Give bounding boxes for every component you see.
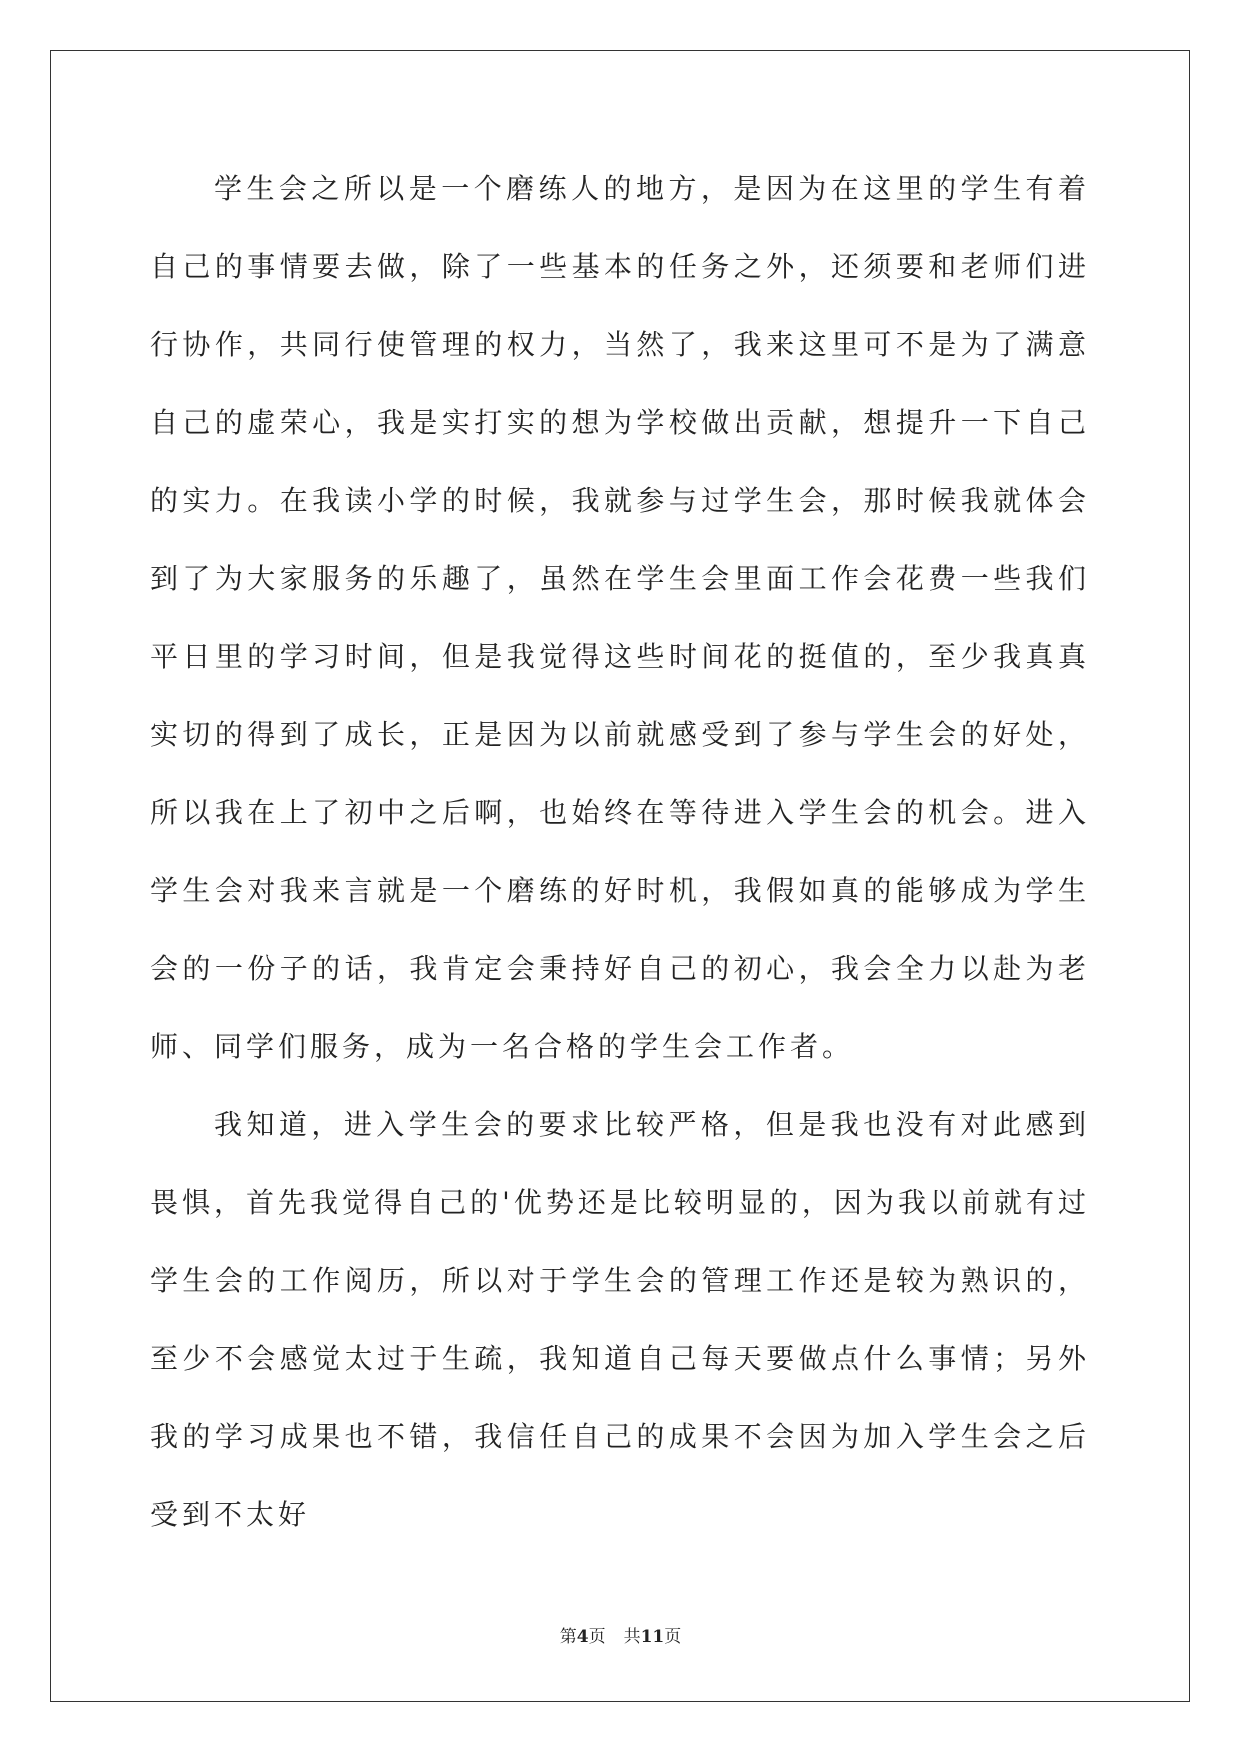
page-suffix: 页 — [588, 1627, 606, 1647]
paragraph-2: 我知道，进入学生会的要求比较严格，但是我也没有对此感到畏惧，首先我觉得自己的'优势还是比较明显的，因为我以前就有过学生会的工作阅历，所以对于学生会的管理工作还是较为熟识的，至少不会感觉太过于生疏，我知道自己每天要做点什么事情；另外我的学习成果也不错，我信任自己的成果不会因为加入学生会之后受到不太好 — [150, 1108, 1090, 1531]
total-prefix: 共 — [623, 1627, 641, 1647]
document-body — [150, 150, 1090, 1554]
page-number: 4 — [576, 1627, 589, 1647]
total-suffix: 页 — [664, 1627, 682, 1647]
page-prefix: 第 — [559, 1627, 577, 1647]
paragraph-1: 学生会之所以是一个磨练人的地方，是因为在这里的学生有着自己的事情要去做，除了一些基本的任务之外，还须要和老师们进行协作，共同行使管理的权力，当然了，我来这里可不是为了满意自己的虚荣心，我是实打实的想为学校做出贡献，想提升一下自己的实力。在我读小学的时候，我就参与过学生会，那时候我就体会到了为大家服务的乐趣了，虽然在学生会里面工作会花费一些我们平日里的学习时间，但是我觉得这些时间花的挺值的，至少我真真实切的得到了成长，正是因为以前就感受到了参与学生会的好处，所以我在上了初中之后啊，也始终在等待进入学生会的机会。进入学生会对我来言就是一个磨练的好时机，我假如真的能够成为学生会的一份子的话，我肯定会秉持好自己的初心，我会全力以赴为老师、同学们服务，成为一名合格的学生会工作者。 — [150, 172, 1090, 1063]
page-footer — [0, 1625, 1241, 1649]
total-pages: 11 — [640, 1627, 665, 1647]
